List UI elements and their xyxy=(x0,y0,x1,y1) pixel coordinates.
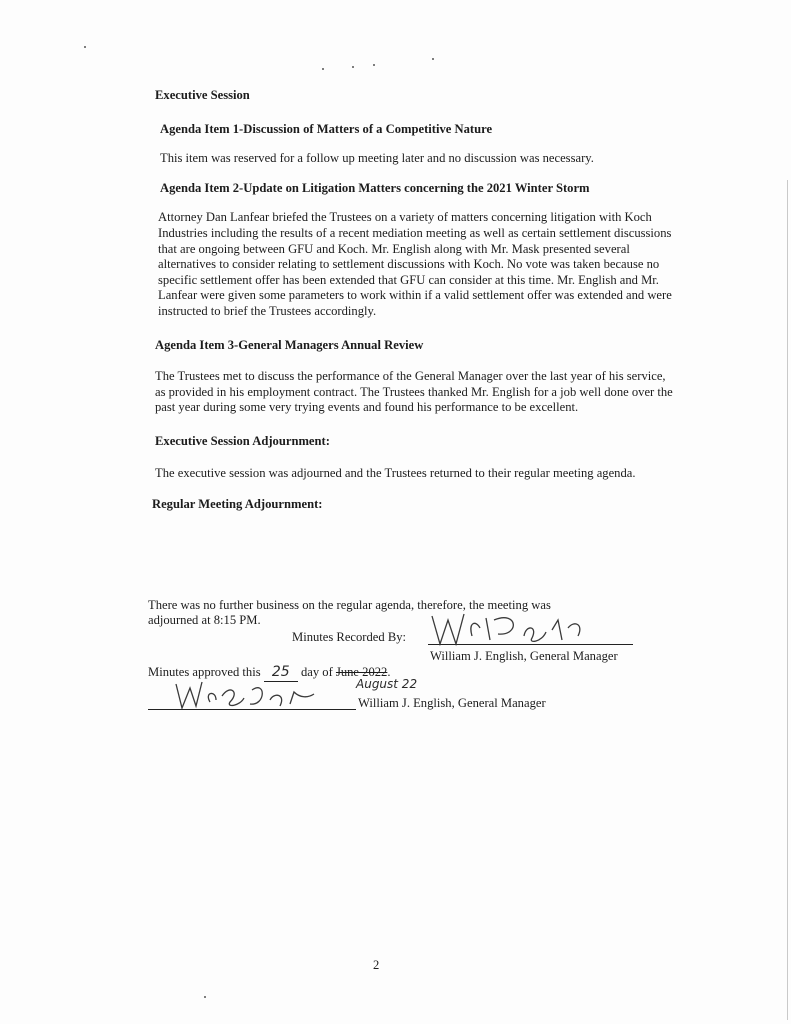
approved-struck-date: June 2022 xyxy=(335,665,388,679)
heading-regular-meeting-adjournment: Regular Meeting Adjournment: xyxy=(152,497,323,512)
heading-agenda-item-1: Agenda Item 1-Discussion of Matters of a Competitive Nature xyxy=(160,121,493,136)
scan-speck xyxy=(204,996,206,998)
recorder-name: William J. English, General Manager xyxy=(430,649,618,663)
scan-speck xyxy=(432,58,434,60)
approved-suffix: . xyxy=(387,665,391,679)
closing-line-1: There was no further business on the regular agenda, therefore, the meeting was xyxy=(148,598,551,612)
scan-speck xyxy=(84,46,86,48)
recorder-signature xyxy=(428,606,608,655)
heading-agenda-item-3: Agenda Item 3-General Managers Annual Review xyxy=(155,337,424,352)
heading-executive-session-adjournment: Executive Session Adjournment: xyxy=(155,433,330,448)
scan-speck xyxy=(352,66,354,68)
closing-line-2: adjourned at 8:15 PM. xyxy=(148,613,261,627)
paragraph-agenda-item-3: The Trustees met to discuss the performance of the General Manager over the last year of his service, as provided in his employment contract. The Trustees thanked Mr. English for a job well done over the past year during some very trying events and found his performance to be excellent. xyxy=(155,369,673,415)
recorded-by-label: Minutes Recorded By: xyxy=(292,630,407,644)
scan-edge-line xyxy=(787,180,788,1020)
heading-executive-session: Executive Session xyxy=(155,88,250,102)
heading-agenda-item-2: Agenda Item 2-Update on Litigation Matters concerning the 2021 Winter Storm xyxy=(160,180,590,195)
minutes-body xyxy=(152,88,675,513)
page-number: 2 xyxy=(373,958,380,972)
approved-prefix: Minutes approved this xyxy=(148,665,261,679)
scan-speck xyxy=(373,64,375,66)
approver-name: William J. English, General Manager xyxy=(358,696,546,710)
approved-day: 25 xyxy=(264,665,298,682)
handwritten-month: August 22 xyxy=(356,677,418,691)
scan-speck xyxy=(322,68,324,70)
approved-mid: day of xyxy=(300,665,333,679)
paragraph-agenda-item-2: Attorney Dan Lanfear briefed the Trustees on a variety of matters concerning litigation with Koch Industries including the results of a recent mediation meeting as well as certain settlement discussions that are ongoing between GFU and Koch. Mr. English along with Mr. Mask presented several alternatives to consider relating to settlement discussions with Koch. No vote was taken because no specific settlement offer has been extended that GFU can consider at this time. Mr. English and Mr. Lanfear were given some parameters to work within if a valid settlement offer was extended and were instructed to brief the Trustees accordingly. xyxy=(158,210,672,318)
approver-signature xyxy=(170,676,330,719)
paragraph-agenda-item-1: This item was reserved for a follow up meeting later and no discussion was necessary. xyxy=(160,151,594,166)
paragraph-executive-session-adjournment: The executive session was adjourned and the Trustees returned to their regular meeting agenda. xyxy=(155,465,636,480)
approver-signature-line xyxy=(148,709,356,710)
